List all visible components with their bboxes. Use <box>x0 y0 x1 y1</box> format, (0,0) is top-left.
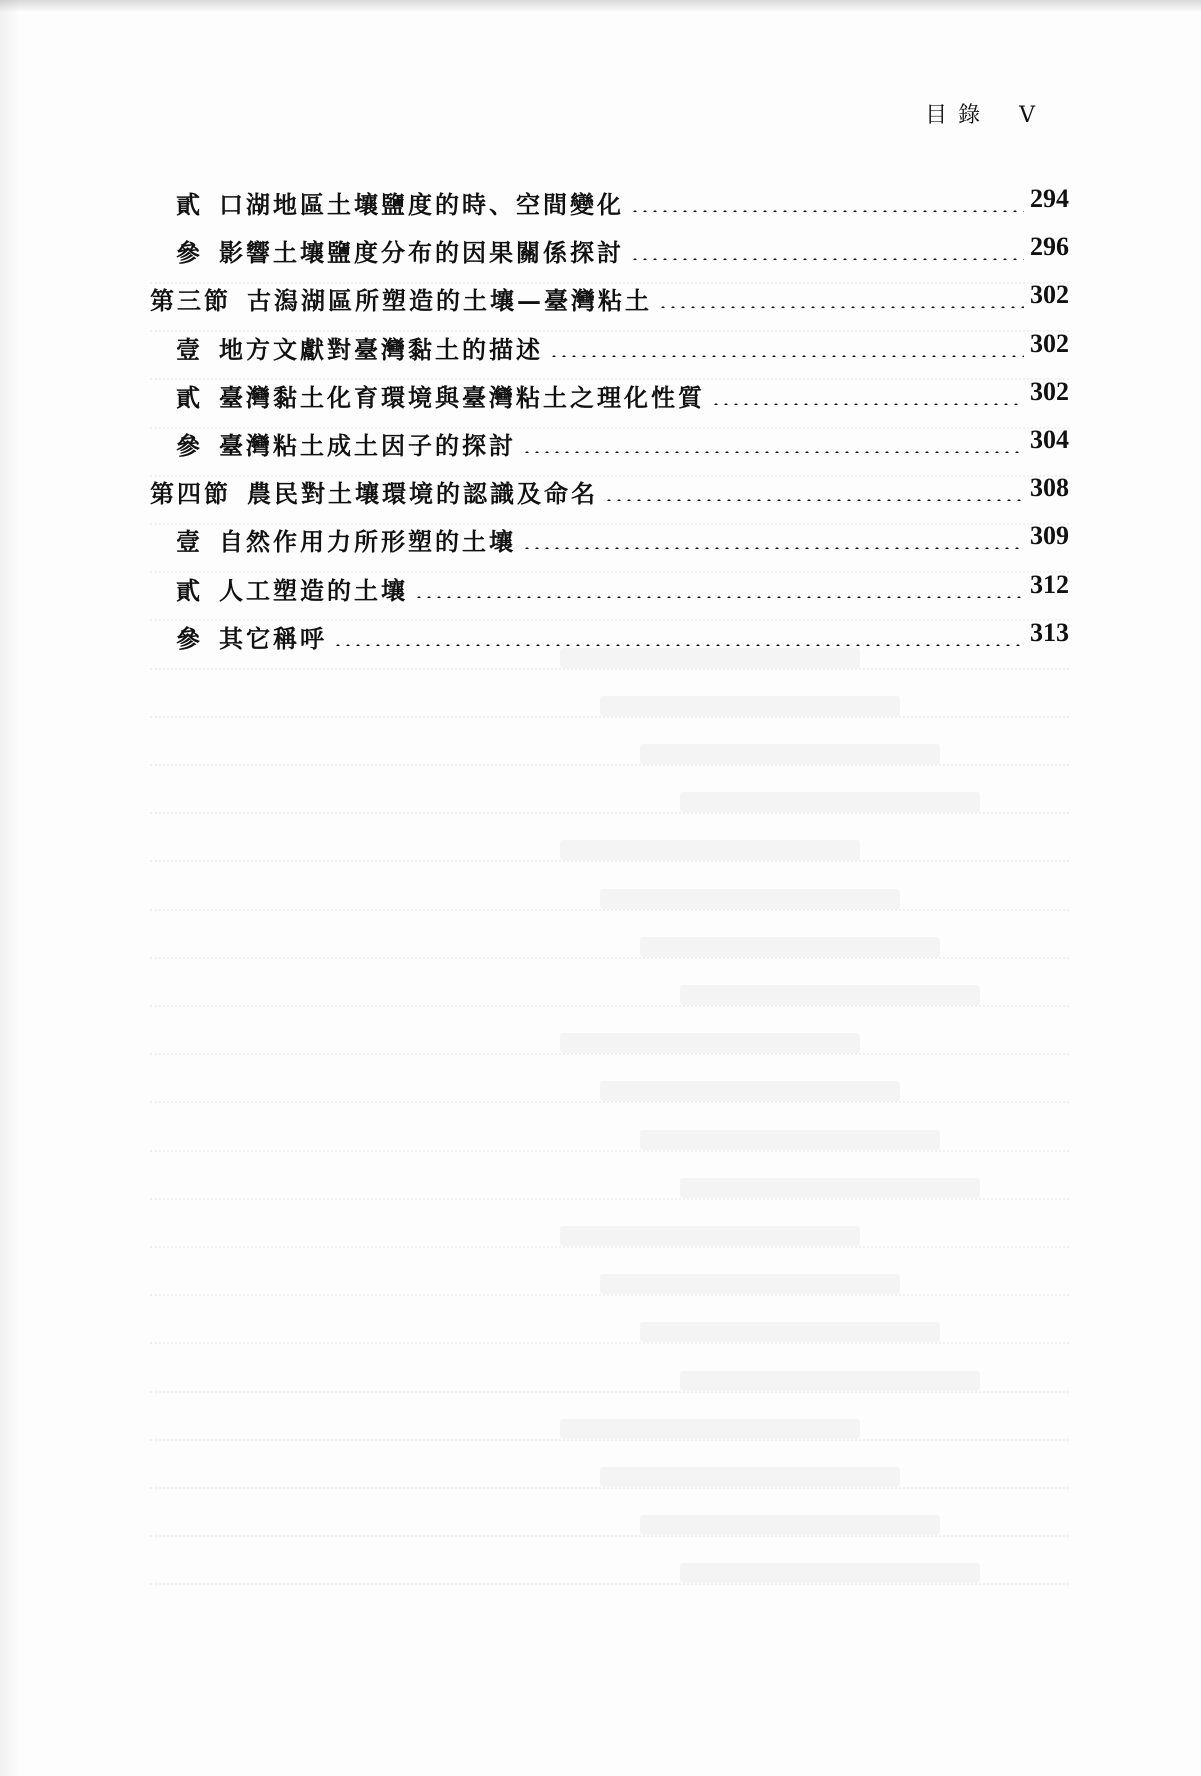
bleed-through-row <box>150 810 1069 814</box>
bleed-through-text <box>600 1274 900 1294</box>
bleed-through-row <box>150 1051 1069 1055</box>
bleed-through-text <box>680 985 980 1005</box>
bleed-through-text <box>560 648 860 668</box>
entry-page-number: 294 <box>1030 184 1069 213</box>
bleed-through-row <box>150 1292 1069 1296</box>
bleed-through-row <box>150 1533 1069 1537</box>
entry-title: 人工塑造的土壤 <box>219 575 408 605</box>
bleed-through-row <box>150 1485 1069 1489</box>
entry-number: 參 <box>176 238 203 268</box>
bleed-through-row <box>150 955 1069 959</box>
bleed-through-text <box>600 1081 900 1101</box>
leader-dots <box>549 355 1024 357</box>
bleed-through-text <box>640 1322 940 1342</box>
leader-dots <box>658 306 1024 308</box>
bleed-through-row <box>150 1244 1069 1248</box>
toc-item-entry <box>176 619 327 654</box>
leader-dots <box>333 644 1024 646</box>
bleed-through-text <box>640 937 940 957</box>
bleed-through-row <box>150 1148 1069 1152</box>
leader-dots <box>522 547 1024 549</box>
entry-number: 貳 <box>176 382 203 412</box>
toc-section-entry <box>150 474 598 509</box>
toc-item-entry <box>176 330 543 365</box>
bleed-through-text <box>640 744 940 764</box>
bleed-through-text <box>680 792 980 812</box>
bleed-through-row <box>150 1003 1069 1007</box>
entry-number: 參 <box>176 623 203 653</box>
entry-number: 壹 <box>176 527 203 557</box>
toc-item-entry <box>176 426 516 461</box>
entry-number: 貳 <box>176 575 203 605</box>
toc-item-entry <box>176 571 408 606</box>
scan-left-shadow <box>0 0 20 1776</box>
entry-number: 第四節 <box>150 479 231 509</box>
leader-dots <box>711 403 1024 405</box>
toc-item-entry <box>176 233 624 268</box>
leader-dots <box>522 451 1024 453</box>
toc-item-entry <box>176 378 705 413</box>
entry-page-number: 302 <box>1030 328 1069 358</box>
bleed-through-row <box>150 1389 1069 1393</box>
bleed-through-text <box>560 840 860 860</box>
entry-title: 影響土壤鹽度分布的因果關係探討 <box>219 238 624 268</box>
bleed-through-text <box>600 696 900 716</box>
entry-title: 臺灣粘土成土因子的探討 <box>219 431 516 460</box>
bleed-through-row <box>150 714 1069 718</box>
leader-dots <box>604 499 1024 501</box>
bleed-through-text <box>600 889 900 909</box>
entry-number: 第三節 <box>150 286 231 316</box>
bleed-through-text <box>680 1178 980 1198</box>
bleed-through-text <box>640 1515 940 1535</box>
entry-title: 農民對土壤環境的認識及命名 <box>247 479 598 509</box>
entry-title: 地方文獻對臺灣黏土的描述 <box>219 334 543 364</box>
entry-title: 古潟湖區所塑造的土壤—臺灣粘土 <box>247 286 652 316</box>
bleed-through-text <box>680 1371 980 1391</box>
entry-page-number: 313 <box>1030 617 1069 647</box>
entry-page-number: 309 <box>1030 521 1069 551</box>
leader-dots <box>630 210 1024 212</box>
bleed-through-row <box>150 1340 1069 1344</box>
entry-page-number: 296 <box>1030 232 1069 262</box>
scan-top-shadow <box>0 0 1201 12</box>
entry-number: 壹 <box>176 334 203 364</box>
bleed-through-row <box>150 1437 1069 1441</box>
entry-page-number: 304 <box>1030 425 1069 454</box>
entry-title: 其它稱呼 <box>219 623 327 653</box>
entry-page-number: 302 <box>1030 376 1069 406</box>
entry-page-number: 302 <box>1030 280 1069 310</box>
bleed-through-row <box>150 907 1069 911</box>
bleed-through-text <box>560 1419 860 1439</box>
entry-number: 貳 <box>176 190 203 219</box>
bleed-through-row <box>150 858 1069 862</box>
bleed-through-text <box>640 1130 940 1150</box>
entry-title: 臺灣黏土化育環境與臺灣粘土之理化性質 <box>219 382 705 412</box>
header-label: 目 錄 <box>925 103 983 128</box>
toc-item-entry <box>176 522 516 557</box>
bleed-through-row <box>150 1581 1069 1585</box>
entry-page-number: 308 <box>1030 473 1069 503</box>
entry-title: 自然作用力所形塑的土壤 <box>219 527 516 557</box>
bleed-through-text <box>680 1563 980 1583</box>
header-page-number: V <box>1019 103 1037 128</box>
leader-dots <box>630 258 1024 260</box>
bleed-through-row <box>150 666 1069 670</box>
bleed-through-row <box>150 1099 1069 1103</box>
toc-item-entry <box>176 185 624 220</box>
entry-title: 口湖地區土壤鹽度的時、空間變化 <box>219 190 624 219</box>
entry-number: 參 <box>176 431 203 460</box>
toc-section-entry <box>150 281 652 316</box>
running-header <box>925 98 1037 129</box>
bleed-through-text <box>560 1033 860 1053</box>
leader-dots <box>414 596 1024 598</box>
bleed-through-row <box>150 1196 1069 1200</box>
bleed-through-row <box>150 762 1069 766</box>
entry-page-number: 312 <box>1030 569 1069 599</box>
bleed-through-text <box>560 1226 860 1246</box>
bleed-through-text <box>600 1467 900 1487</box>
